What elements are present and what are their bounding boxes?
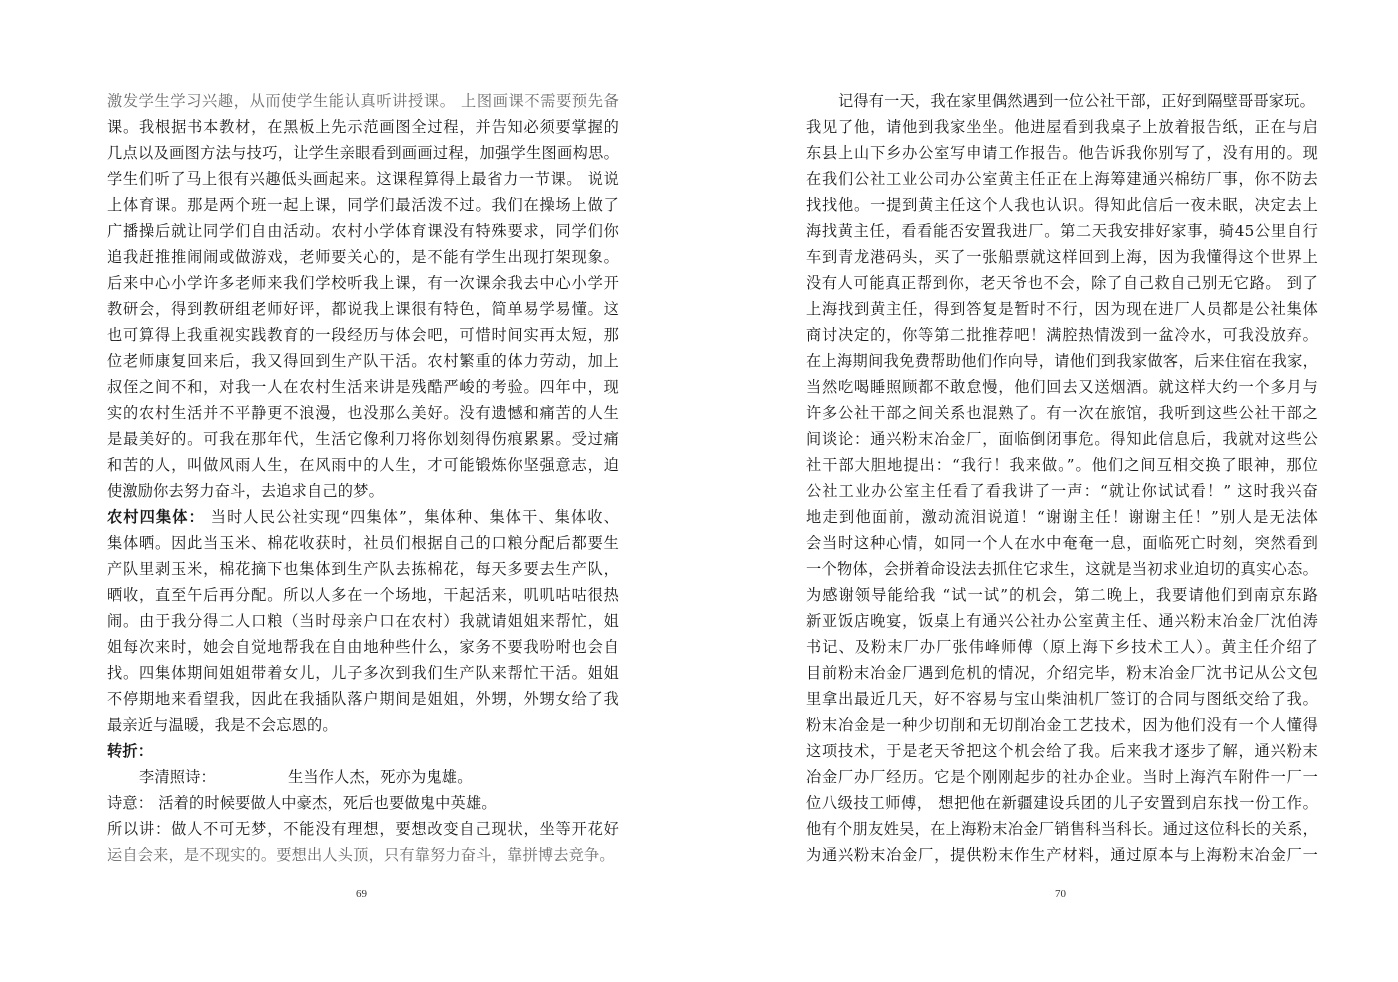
text-line: 上体育课。那是两个班一起上课，同学们最活泼不过。我们在操场上做了 (107, 196, 619, 214)
text-line: 追我赶推推闹闹或做游戏，老师要关心的，是不能有学生出现打架现象。 (107, 248, 619, 266)
text-line: 和苦的人，叫做风雨人生，在风雨中的人生，才可能锻炼你坚强意志，迫 (107, 456, 619, 474)
text-line: 为感谢领导能给我 “试一试”的机会，第二晚上，我要请他们到南京东路 (806, 586, 1318, 604)
text-line: 会当时这种心情，如同一个人在水中奄奄一息，面临死亡时刻，突然看到 (806, 534, 1318, 552)
text-line: 他有个朋友姓吴，在上海粉末冶金厂销售科当科长。通过这位科长的关系， (806, 820, 1318, 838)
text-line: 社干部大胆地提出：“我行！我来做。”。他们之间互相交换了眼神，那位 (806, 456, 1318, 474)
text-line: 课。我根据书本教材，在黑板上先示范画图全过程，并告知必须要掌握的 (107, 118, 619, 136)
text-line: 找。四集体期间姐姐带着女儿，儿子多次到我们生产队来帮忙干活。姐姐 (107, 664, 619, 682)
left-page (107, 88, 619, 868)
text-line: 车到青龙港码头，买了一张船票就这样回到上海，因为我懂得这个世界上 (806, 248, 1318, 266)
text-line: 位老师康复回来后，我又得回到生产队干活。农村繁重的体力劳动，加上 (107, 352, 619, 370)
text-line: 书记、及粉末厂办厂张伟峰师傅（原上海下乡技术工人）。黄主任介绍了 (806, 638, 1318, 656)
text-line: 使激励你去努力奋斗，去追求自己的梦。 (107, 482, 384, 500)
text-line: 没有人可能真正帮到你，老天爷也不会，除了自己救自己别无它路。 到了 (806, 274, 1318, 292)
text-line: 产队里剥玉米，棉花摘下也集体到生产队去拣棉花，每天多要去生产队， (107, 560, 619, 578)
poem-author: 李清照诗： (139, 768, 216, 786)
text-line: 商讨决定的，你等第二批推荐吧！满腔热情泼到一盆冷水，可我没放弃。 (806, 326, 1318, 344)
text-line: 教研会，得到教研组老师好评，都说我上课很有特色，简单易学易懂。这 (107, 300, 619, 318)
text-line: 姐每次来时，她会自觉地帮我在自由地种些什么，家务不要我吩咐也会自 (107, 638, 619, 656)
text-line: 上海找到黄主任，得到答复是暂时不行，因为现在进厂人员都是公社集体 (806, 300, 1318, 318)
text-line: 我见了他，请他到我家坐坐。他进屋看到我桌子上放着报告纸，正在与启 (806, 118, 1318, 136)
text-line: 集体晒。因此当玉米、棉花收获时，社员们根据自己的口粮分配后都要生 (107, 534, 619, 552)
text-line: 广播操后就让同学们自由活动。农村小学体育课没有特殊要求，同学们你 (107, 222, 619, 240)
text-line: 为通兴粉末冶金厂，提供粉末作生产材料，通过原本与上海粉末冶金厂一 (806, 846, 1318, 864)
turn-title: 转折： (107, 742, 154, 760)
text-line: 公社工业办公室主任看了看我讲了一声：“就让你试试看！” 这时我兴奋 (806, 482, 1318, 500)
text-line: 叔侄之间不和，对我一人在农村生活来讲是残酷严峻的考验。四年中，现 (107, 378, 619, 396)
text-line: 闹。由于我分得二人口粮（当时母亲户口在农村）我就请姐姐来帮忙，姐 (107, 612, 619, 630)
text-line: 是最美好的。可我在那年代，生活它像利刀将你划刻得伤痕累累。受过痛 (107, 430, 619, 448)
text-line: 几点以及画图方法与技巧，让学生亲眼看到画画过程，加强学生图画构思。 (107, 144, 619, 162)
text-line: 实的农村生活并不平静更不浪漫，也没那么美好。没有遗憾和痛苦的人生 (107, 404, 619, 422)
text-line: 目前粉末冶金厂遇到危机的情况，介绍完毕，粉末冶金厂沈书记从公文包 (806, 664, 1318, 682)
poem-text: 生当作人杰，死亦为鬼雄。 (287, 768, 473, 786)
text-line: 记得有一天，我在家里偶然遇到一位公社干部，正好到隔壁哥哥家玩。 (838, 92, 1316, 110)
text-line: 找找他。一提到黄主任这个人我也认识。得知此信后一夜未眠，决定去上 (806, 196, 1318, 214)
text-line: 激发学生学习兴趣，从而使学生能认真听讲授课。 上图画课不需要预先备 (107, 92, 619, 110)
text-line: 这项技术，于是老天爷把这个机会给了我。后来我才逐步了解，通兴粉末 (806, 742, 1318, 760)
text-line: 也可算得上我重视实践教育的一段经历与体会吧，可惜时间实再太短，那 (107, 326, 619, 344)
text-line: 粉末冶金是一种少切削和无切削冶金工艺技术，因为他们没有一个人懂得 (806, 716, 1318, 734)
text-line: 最亲近与温暖，我是不会忘恩的。 (107, 716, 338, 734)
text-line: 地走到他面前，激动流泪说道！“谢谢主任！谢谢主任！”别人是无法体 (806, 508, 1318, 526)
text-line: 晒收，直至午后再分配。所以人多在一个场地，干起活来，叽叽咕咕很热 (107, 586, 619, 604)
text-line: 新亚饭店晚宴，饭桌上有通兴公社办公室黄主任、通兴粉末冶金厂沈伯涛 (806, 612, 1318, 630)
poem-line (107, 764, 619, 790)
text-line: 不停期地来看望我，因此在我插队落户期间是姐姐，外甥，外甥女给了我 (107, 690, 619, 708)
text-line: 许多公社干部之间关系也混熟了。有一次在旅馆，我听到这些公社干部之 (806, 404, 1318, 422)
text-line: 当然吃喝睡照顾都不敢怠慢，他们回去又送烟酒。就这样大约一个多月与 (806, 378, 1318, 396)
text-line: 东县上山下乡办公室写申请工作报告。他告诉我你别写了，没有用的。现 (806, 144, 1318, 162)
text-line: 学生们听了马上很有兴趣低头画起来。这课程算得上最省力一节课。 说说 (107, 170, 619, 188)
text-line: 所以讲：做人不可无梦，不能没有理想，要想改变自己现状，坐等开花好 (107, 820, 619, 838)
text-line: 冶金厂办厂经历。它是个刚刚起步的社办企业。当时上海汽车附件一厂一 (806, 768, 1318, 786)
text-line: 在我们公社工业公司办公室黄主任正在上海筹建通兴棉纺厂事，你不防去 (806, 170, 1318, 188)
section-text: 当时人民公社实现“四集体”，集体种、集体干、集体收、 (204, 508, 619, 526)
text-line: 运自会来，是不现实的。要想出人头顶，只有靠努力奋斗，靠拼博去竞争。 (107, 846, 615, 864)
text-line: 在上海期间我免费帮助他们作向导，请他们到我家做客，后来住宿在我家， (806, 352, 1318, 370)
page-number-left: 69 (356, 888, 367, 900)
text-line: 位八级技工师傅， 想把他在新疆建设兵团的儿子安置到启东找一份工作。 (806, 794, 1318, 812)
section-title: 农村四集体： (107, 508, 205, 526)
text-line: 一个物体，会拼着命设法去抓住它求生，这就是当初求业迫切的真实心态。 (806, 560, 1318, 578)
text-line: 间谈论：通兴粉末冶金厂，面临倒闭事危。得知此信息后，我就对这些公 (806, 430, 1318, 448)
text-line: 后来中心小学许多老师来我们学校听我上课，有一次课余我去中心小学开 (107, 274, 619, 292)
page-number-right: 70 (1055, 888, 1066, 900)
poem-meaning: 诗意： 活着的时候要做人中豪杰，死后也要做鬼中英雄。 (107, 794, 497, 812)
text-line: 里拿出最近几天，好不容易与宝山柴油机厂签订的合同与图纸交给了我。 (806, 690, 1318, 708)
section-heading-line (107, 504, 619, 530)
text-line: 海找黄主任，看看能否安置我进厂。第二天我安排好家事，骑45公里自行 (806, 222, 1318, 240)
right-page (806, 88, 1318, 868)
